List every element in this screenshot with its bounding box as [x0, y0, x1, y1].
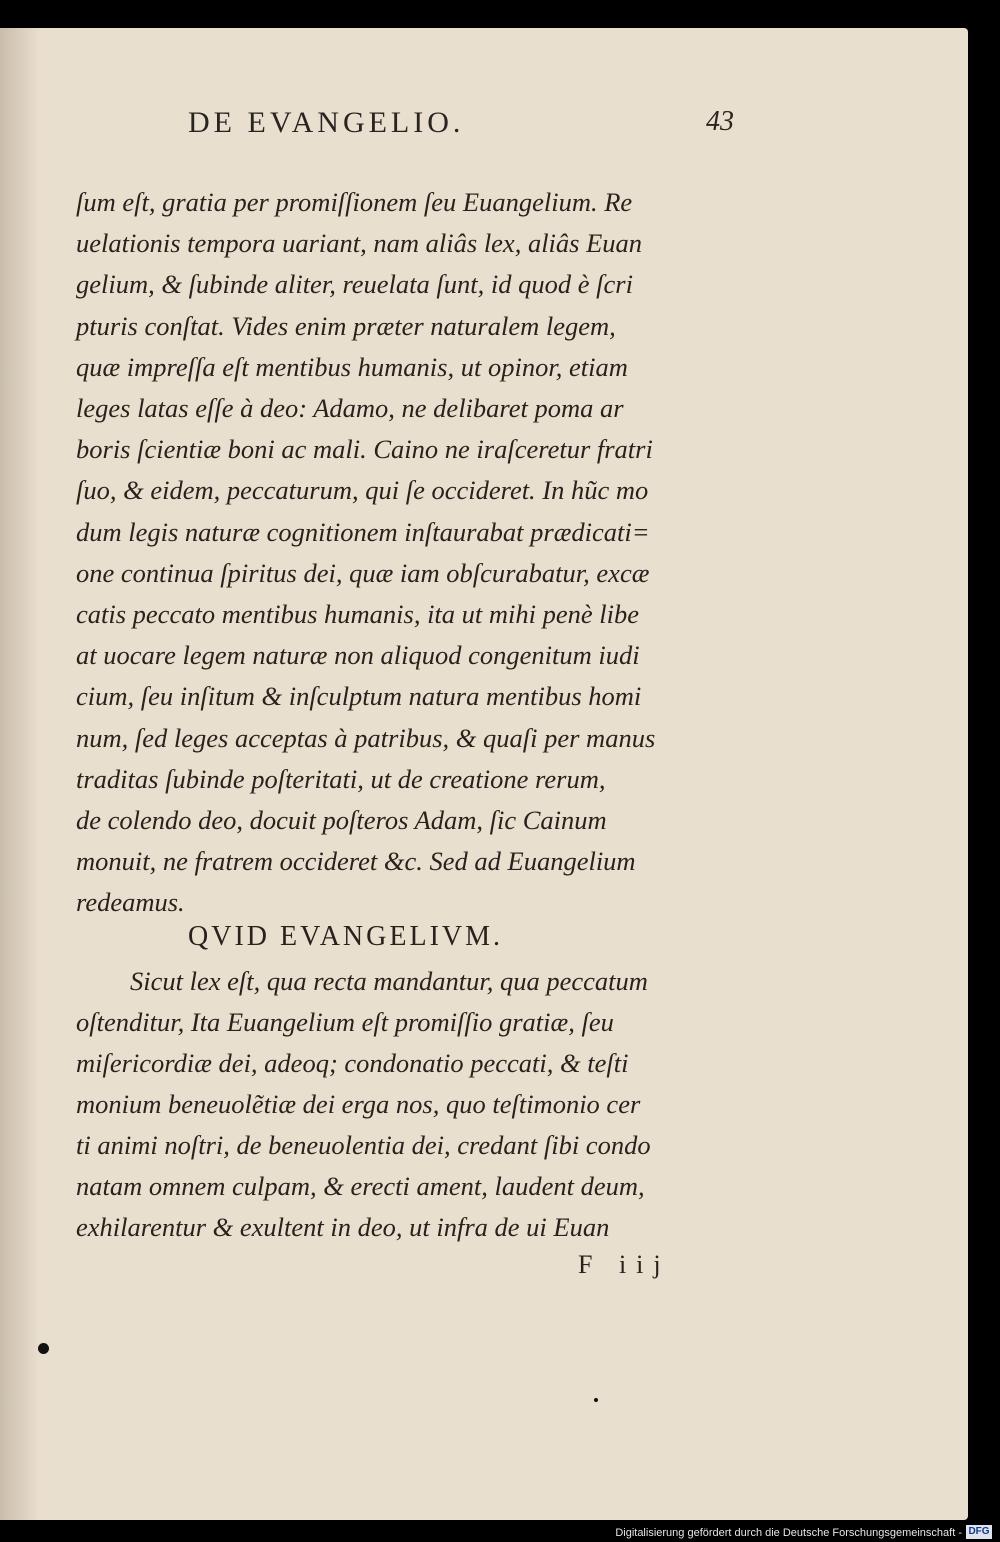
signature-mark: F iij	[578, 1250, 671, 1279]
funding-credit: Digitalisierung gefördert durch die Deutsche Forschungsgemeinschaft -	[615, 1527, 962, 1539]
ink-spot	[594, 1398, 598, 1402]
text-line: ti animi noſtri, de beneuolentia dei, credant ſibi condo	[76, 1130, 651, 1160]
footer-bar	[0, 1520, 1000, 1542]
page-number: 43	[706, 106, 734, 137]
text-line: one continua ſpiritus dei, quæ iam obſcurabatur, excæ	[76, 557, 650, 588]
dfg-logo-icon: DFG	[966, 1525, 992, 1539]
running-head: DE EVANGELIO.	[188, 106, 465, 139]
text-line: miſericordiæ dei, adeoq; condonatio peccati, & teſti	[76, 1048, 629, 1078]
text-line: ſum eſt, gratia per promiſſionem ſeu Euangelium. Re	[76, 187, 633, 217]
text-line: boris ſcientiæ boni ac mali. Caino ne iraſceretur fratri	[76, 434, 653, 465]
text-line: exhilarentur & exultent in deo, ut infra de ui Euan	[76, 1212, 610, 1242]
text-line: Sicut lex eſt, qua recta mandantur, qua peccatum	[130, 966, 648, 996]
text-line: natam omnem culpam, & erecti ament, laudent deum,	[76, 1171, 645, 1201]
text-line: de colendo deo, docuit poſteros Adam, ſic Cainum	[76, 805, 607, 836]
ink-spot	[38, 1343, 49, 1354]
section-heading: QVID EVANGELIVM.	[188, 921, 504, 952]
text-line: dum legis naturæ cognitionem inſtaurabat prædicati=	[76, 516, 650, 547]
text-line: cium, ſeu inſitum & inſculptum natura mentibus homi	[76, 681, 642, 712]
text-line: pturis conſtat. Vides enim præter naturalem legem,	[76, 310, 616, 341]
section-text	[76, 961, 746, 1248]
book-page	[0, 28, 968, 1520]
text-line: oſtenditur, Ita Euangelium eſt promiſſio gratiæ, ſeu	[76, 1007, 614, 1037]
text-line: redeamus.	[76, 887, 185, 918]
text-line: quæ impreſſa eſt mentibus humanis, ut opinor, etiam	[76, 351, 628, 382]
text-line: ſuo, & eidem, peccaturum, qui ſe occideret. In hũc mo	[76, 475, 649, 506]
body-text	[76, 182, 746, 924]
text-line: gelium, & ſubinde aliter, reuelata ſunt, id quod è ſcri	[76, 269, 633, 300]
text-line: catis peccato mentibus humanis, ita ut mihi penè libe	[76, 599, 640, 630]
text-line: num, ſed leges acceptas à patribus, & quaſi per manus	[76, 722, 656, 753]
text-line: monuit, ne fratrem occideret &c. Sed ad Euangelium	[76, 846, 636, 877]
text-line: leges latas eſſe à deo: Adamo, ne delibaret poma ar	[76, 393, 624, 424]
text-line: at uocare legem naturæ non aliquod congenitum iudi	[76, 640, 640, 671]
text-line: monium beneuolẽtiæ dei erga nos, quo teſtimonio cer	[76, 1089, 641, 1119]
text-line: uelationis tempora uariant, nam aliâs lex, aliâs Euan	[76, 228, 643, 259]
text-line: traditas ſubinde poſteritati, ut de creatione rerum,	[76, 763, 606, 794]
